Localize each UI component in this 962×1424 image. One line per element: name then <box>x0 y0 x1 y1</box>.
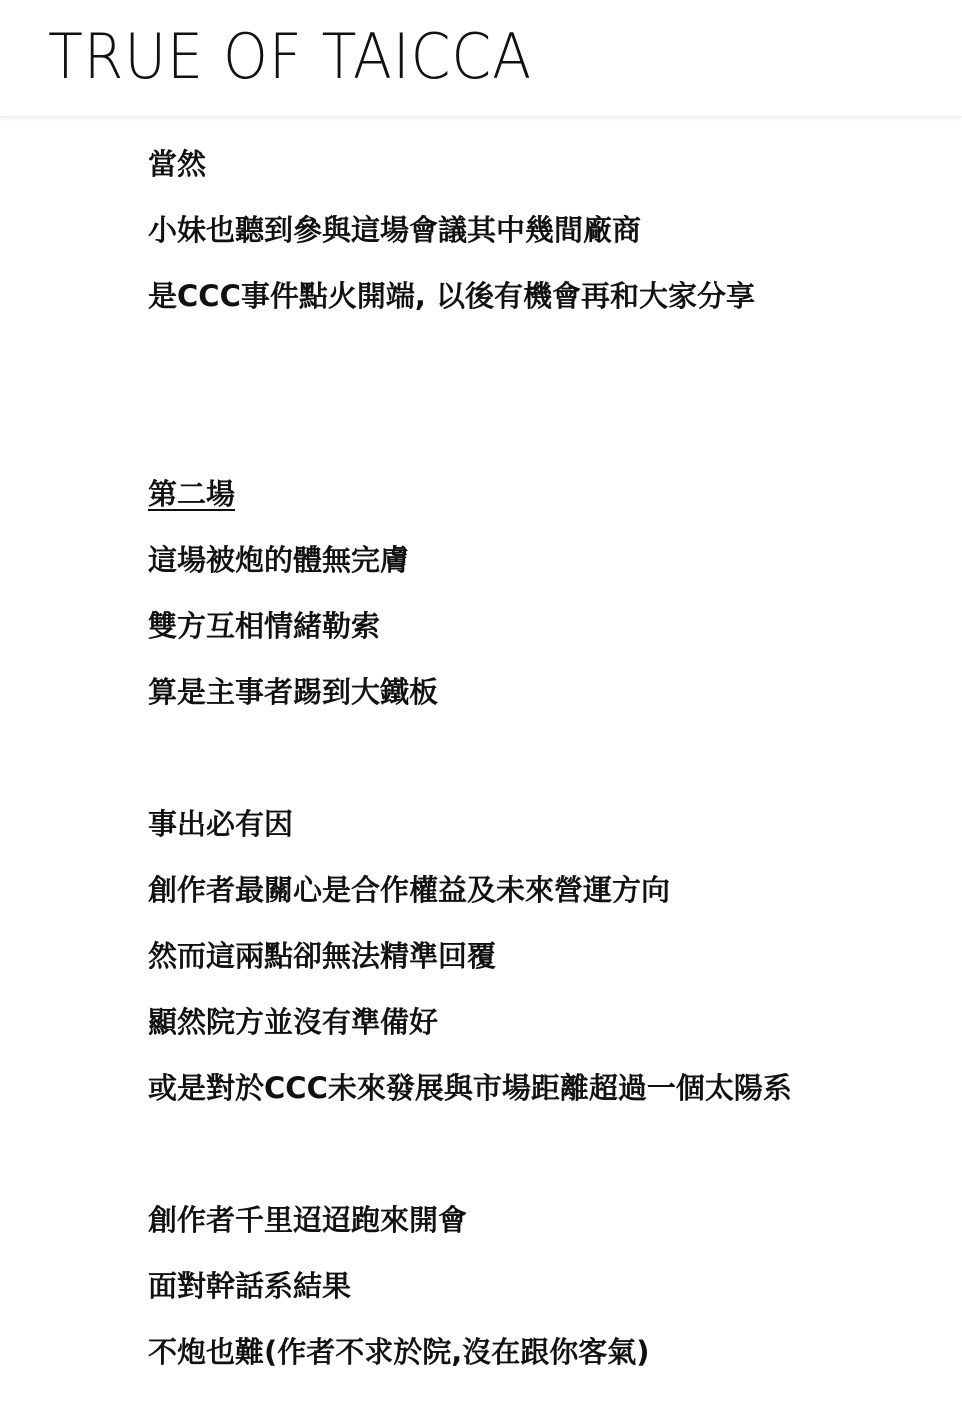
article-line: 算是主事者踢到大鐵板 <box>148 675 439 709</box>
article-line: 然而這兩點卻無法精準回覆 <box>148 939 497 973</box>
article-line: 創作者千里迢迢跑來開會 <box>148 1203 468 1237</box>
site-title[interactable]: TRUE OF TAICCA <box>48 20 533 93</box>
section-heading: 第二場 <box>148 477 236 511</box>
article-line: 事出必有因 <box>148 807 294 841</box>
article-line: 是CCC事件點火開端, 以後有機會再和大家分享 <box>148 279 755 313</box>
article-line: 當然 <box>148 147 207 181</box>
article-line: 這場被炮的體無完膚 <box>148 543 410 577</box>
article-line: 創作者最關心是合作權益及未來營運方向 <box>148 873 671 907</box>
article-line: 小妹也聽到參與這場會議其中幾間廠商 <box>148 213 642 247</box>
site-header <box>0 0 962 117</box>
article-line: 或是對於CCC未來發展與市場距離超過一個太陽系 <box>148 1071 792 1105</box>
article-line: 顯然院方並沒有準備好 <box>148 1005 439 1039</box>
article-line: 不炮也難(作者不求於院,沒在跟你客氣) <box>148 1335 650 1369</box>
article-line: 面對幹話系結果 <box>148 1269 352 1303</box>
article-line: 雙方互相情緒勒索 <box>148 609 381 643</box>
